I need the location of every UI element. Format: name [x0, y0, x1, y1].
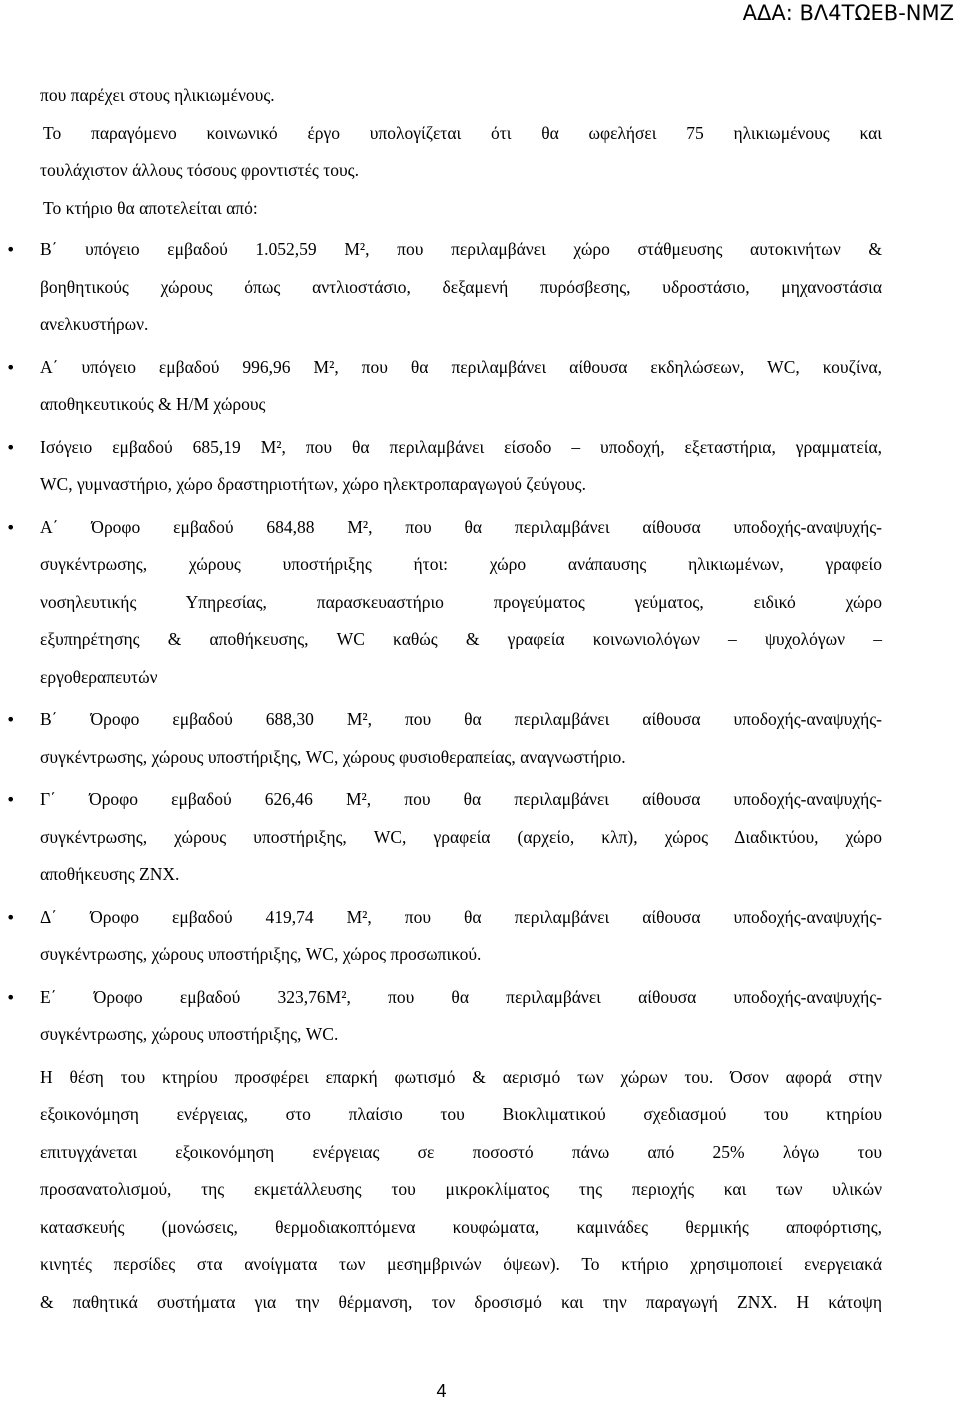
closing-line: & παθητικά συστήματα για την θέρμανση, τον δροσισμό και την παραγωγή ΖΝΧ. Η κάτοψη [40, 1291, 882, 1312]
floor-line: Γ΄ Όροφο εμβαδού 626,46 Μ², που θα περιλαμβάνει αίθουσα υποδοχής-αναψυχής- [40, 789, 882, 809]
bullet-icon: • [6, 907, 16, 927]
ada-code-header: ΑΔΑ: ΒΛ4ΤΩΕΒ-ΝΜΖ [742, 1, 954, 25]
bullet-icon: • [6, 437, 16, 457]
floor-line: Ε΄ Όροφο εμβαδού 323,76Μ², που θα περιλαμβάνει αίθουσα υποδοχής-αναψυχής- [40, 986, 882, 1007]
intro-paragraph-line: τουλάχιστον άλλους τόσους φροντιστές τους. [40, 160, 359, 180]
bullet-icon: • [6, 357, 16, 377]
floor-line: εξυπηρέτησης & αποθήκευσης, WC καθώς & γραφεία κοινωνιολόγων – ψυχολόγων – [40, 629, 882, 649]
closing-line: επιτυγχάνεται εξοικονόμηση ενέργειας σε ποσοστό πάνω από 25% λόγω του [40, 1141, 882, 1162]
floor-line: συγκέντρωσης, χώρους υποστήριξης, WC. [40, 1024, 339, 1044]
floor-line: εργοθεραπευτών [40, 666, 158, 687]
document-body [6, 77, 882, 1321]
floor-line: συγκέντρωσης, χώρους υποστήριξης ήτοι: χώρο ανάπαυσης ηλικιωμένων, γραφείο [40, 554, 882, 574]
floor-line: συγκέντρωσης, χώρους υποστήριξης, WC, χώρους φυσιοθεραπείας, αναγνωστήριο. [40, 746, 626, 767]
floor-list-item [6, 429, 882, 504]
closing-line: εξοικονόμηση ενέργειας, στο πλαίσιο του Βιοκλιματικού σχεδιασμού του κτηρίου [40, 1104, 882, 1124]
floor-line: αποθηκευτικούς & Η/Μ χώρους [40, 394, 266, 414]
floor-line: νοσηλευτικής Υπηρεσίας, παρασκευαστήριο προγεύματος γεύματος, ειδικό χώρο [40, 591, 882, 612]
closing-line: Η θέση του κτηρίου προσφέρει επαρκή φωτισμό & αερισμό των χώρων του. Όσον αφορά στην [40, 1066, 882, 1087]
intro-paragraph-line: Το παραγόμενο κοινωνικό έργο υπολογίζεται ότι θα ωφελήσει 75 ηλικιωμένους και [43, 122, 882, 143]
floor-line: βοηθητικούς χώρους όπως αντλιοστάσιο, δεξαμενή πυρόσβεσης, υδροστάσιο, μηχανοστάσια [40, 276, 882, 297]
floor-list-item [6, 979, 882, 1054]
floor-list-item [6, 231, 882, 344]
floor-list-item [6, 349, 882, 424]
floor-line: Α΄ Όροφο εμβαδού 684,88 Μ², που θα περιλαμβάνει αίθουσα υποδοχής-αναψυχής- [40, 516, 882, 537]
bullet-icon: • [6, 987, 16, 1007]
bullet-icon: • [6, 517, 16, 537]
floor-line: WC, γυμναστήριο, χώρο δραστηριοτήτων, χώρο ηλεκτροπαραγωγού ζεύγους. [40, 474, 586, 494]
bullet-icon: • [6, 790, 16, 809]
floor-line: συγκέντρωσης, χώρους υποστήριξης, WC, γραφεία (αρχείο, κλπ), χώρος Διαδικτύου, χώρο [40, 826, 882, 847]
closing-line: προσανατολισμού, της εκμετάλλευσης του μικροκλίματος της περιοχής και των υλικών [40, 1179, 882, 1199]
floor-line: Ισόγειο εμβαδού 685,19 Μ², που θα περιλαμβάνει είσοδο – υποδοχή, εξεταστήρια, γραμματεία, [40, 436, 882, 457]
floor-line: Β΄ υπόγειο εμβαδού 1.052,59 Μ², που περιλαμβάνει χώρο στάθμευσης αυτοκινήτων & [40, 239, 882, 259]
closing-paragraph [40, 1059, 882, 1322]
floor-line: συγκέντρωσης, χώρους υποστήριξης, WC, χώρος προσωπικού. [40, 944, 482, 964]
floor-line: ανελκυστήρων. [40, 314, 149, 334]
floor-list [6, 231, 882, 1054]
floor-line: Δ΄ Όροφο εμβαδού 419,74 Μ², που θα περιλαμβάνει αίθουσα υποδοχής-αναψυχής- [40, 906, 882, 927]
building-composition-intro: Το κτήριο θα αποτελείται από: [43, 197, 258, 218]
intro-line: που παρέχει στους ηλικιωμένους. [40, 85, 275, 105]
closing-line: κινητές περσίδες στα ανοίγματα των μεσημβρινών όψεων). Το κτήριο χρησιμοποιεί ενεργειακά [40, 1254, 882, 1274]
floor-line: Β΄ Όροφο εμβαδού 688,30 Μ², που θα περιλαμβάνει αίθουσα υποδοχής-αναψυχής- [40, 709, 882, 729]
floor-list-item [6, 899, 882, 974]
floor-list-item [6, 701, 882, 776]
bullet-icon: • [6, 240, 16, 259]
bullet-icon: • [6, 710, 16, 729]
floor-line: Α΄ υπόγειο εμβαδού 996,96 Μ², που θα περιλαμβάνει αίθουσα εκδηλώσεων, WC, κουζίνα, [40, 356, 882, 377]
page-number: 4 [436, 1381, 447, 1401]
floor-line: αποθήκευσης ΖΝΧ. [40, 864, 180, 884]
floor-list-item [6, 509, 882, 697]
floor-list-item [6, 781, 882, 894]
closing-line: κατασκευής (μονώσεις, θερμοδιακοπτόμενα κουφώματα, καμινάδες θερμικής αποφόρτισης, [40, 1216, 882, 1237]
